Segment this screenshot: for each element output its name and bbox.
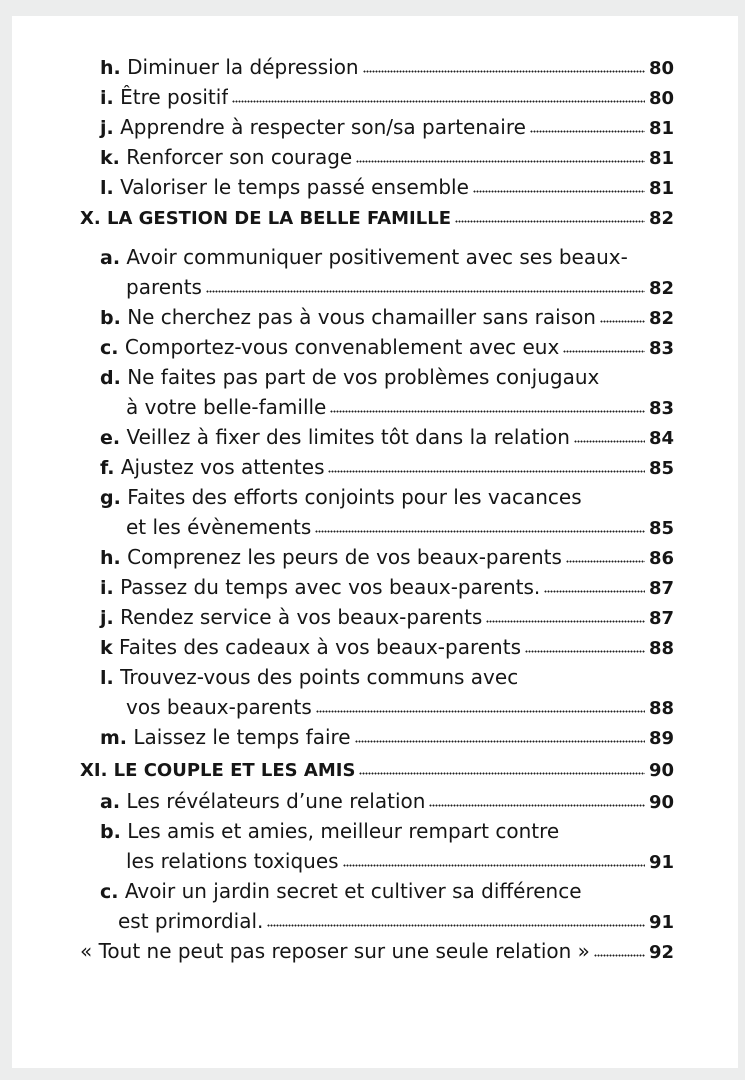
leader-dots [356,154,645,164]
entry-title-continuation: parents [126,275,202,299]
toc-entry-x-j [100,602,674,632]
toc-entry-x-h [100,542,674,572]
page-number: 83 [648,338,674,359]
entry-marker: h. [100,57,121,79]
leader-dots [563,344,645,354]
entry-marker: k. [100,147,120,169]
document-page [12,16,738,1068]
page-number: 88 [648,698,674,719]
leader-dots [544,584,645,594]
entry-title: Passez du temps avec vos beaux-parents. [120,575,541,599]
leader-dots [566,554,645,564]
leader-dots [328,464,644,474]
entry-title-continuation: à votre belle-famille [126,395,327,419]
page-number: 81 [648,148,674,169]
section-heading-x [80,204,674,234]
entry-title: Être positif [120,85,229,109]
leader-dots [600,314,645,324]
page-number: 84 [648,428,674,449]
entry-title: Rendez service à vos beaux-parents [120,605,483,629]
entry-marker: c. [100,337,119,359]
entry-title-continuation: est primordial. [118,909,264,933]
leader-dots [363,64,645,74]
toc-entry-k [100,142,674,172]
section-title: XI. LE COUPLE ET LES AMIS [80,760,356,781]
entry-title: Ne cherchez pas à vous chamailler sans raison [127,305,596,329]
leader-dots [473,184,645,194]
leader-dots [455,214,645,224]
entry-marker: c. [100,881,119,903]
page-number: 80 [648,58,674,79]
toc-entry-j [100,112,674,142]
leader-dots [316,704,645,714]
entry-marker: b. [100,821,121,843]
quote-text: « Tout ne peut pas reposer sur une seule relation » [80,939,590,963]
entry-marker: e. [100,427,121,449]
entry-marker: l. [100,177,114,199]
toc-entry-x-a-cont [126,272,674,302]
page-number: 88 [648,638,674,659]
entry-title: Renforcer son courage [126,145,353,169]
leader-dots [486,614,645,624]
toc-entry-x-c [100,332,674,362]
toc-entry-xi-b [100,816,674,846]
leader-dots [232,94,645,104]
entry-title: Veillez à fixer des limites tôt dans la relation [126,425,570,449]
entry-marker: j. [100,607,114,629]
entry-title: Faites des efforts conjoints pour les vacances [127,485,582,509]
entry-title-continuation: vos beaux-parents [126,695,312,719]
page-number: 91 [648,912,674,933]
entry-marker: f. [100,457,115,479]
toc-entry-x-e [100,422,674,452]
toc-entry-x-d-cont [126,392,674,422]
toc-entry-i [100,82,674,112]
entry-title: Avoir un jardin secret et cultiver sa différence [124,879,582,903]
toc-entry-x-k [100,632,674,662]
leader-dots [429,798,645,808]
page-number: 82 [648,308,674,329]
page-number: 90 [648,760,674,781]
page-number: 82 [648,208,674,229]
leader-dots [530,124,645,134]
page-number: 92 [648,942,674,963]
page-number: 86 [648,548,674,569]
page-number: 91 [648,852,674,873]
entry-title-continuation: les relations toxiques [126,849,339,873]
entry-title: Faites des cadeaux à vos beaux-parents [119,635,521,659]
entry-marker: a. [100,791,121,813]
leader-dots [355,734,645,744]
entry-marker: l. [100,667,114,689]
entry-marker: g. [100,487,121,509]
page-number: 82 [648,278,674,299]
toc-entry-x-d [100,362,674,392]
entry-marker: h. [100,547,121,569]
entry-marker: m. [100,727,128,749]
toc-entry-xi-c-cont [118,906,674,936]
entry-marker: j. [100,117,114,139]
toc-entry-x-g-cont [126,512,674,542]
page-number: 85 [648,518,674,539]
toc-entry-xi-b-cont [126,846,674,876]
page-number: 80 [648,88,674,109]
leader-dots [206,284,645,294]
leader-dots [359,766,645,776]
page-number: 87 [648,608,674,629]
entry-marker: d. [100,367,121,389]
leader-dots [574,434,645,444]
entry-title-continuation: et les évènements [126,515,312,539]
toc-entry-x-a [100,242,674,272]
toc-entry-x-l [100,662,674,692]
toc-entry-x-i [100,572,674,602]
toc-entry-h [100,52,674,82]
entry-title: Valoriser le temps passé ensemble [120,175,469,199]
page-number: 90 [648,792,674,813]
entry-title: Trouvez-vous des points communs avec [120,665,519,689]
toc-entry-x-b [100,302,674,332]
closing-quote-entry [80,936,674,966]
toc-entry-x-m [100,722,674,752]
leader-dots [594,948,645,958]
toc-entry-xi-c [100,876,674,906]
leader-dots [525,644,645,654]
table-of-contents [80,52,674,966]
page-number: 89 [648,728,674,749]
toc-entry-l [100,172,674,202]
leader-dots [267,918,645,928]
page-number: 87 [648,578,674,599]
entry-title: Les amis et amies, meilleur rempart contre [127,819,560,843]
entry-title: Apprendre à respecter son/sa partenaire [120,115,526,139]
entry-marker: i. [100,577,114,599]
entry-title: Comprenez les peurs de vos beaux-parents [127,545,562,569]
leader-dots [343,858,645,868]
page-number: 81 [648,178,674,199]
section-title: X. LA GESTION DE LA BELLE FAMILLE [80,208,451,229]
toc-entry-xi-a [100,786,674,816]
section-heading-xi [80,756,674,786]
entry-title: Avoir communiquer positivement avec ses beaux- [126,245,628,269]
toc-entry-x-g [100,482,674,512]
entry-marker: i. [100,87,114,109]
entry-title: Ajustez vos attentes [120,455,325,479]
toc-entry-x-l-cont [126,692,674,722]
entry-marker: b. [100,307,121,329]
entry-marker: a. [100,247,121,269]
toc-entry-x-f [100,452,674,482]
entry-marker: k [100,637,113,659]
entry-title: Laissez le temps faire [133,725,351,749]
entry-title: Ne faites pas part de vos problèmes conjugaux [127,365,600,389]
page-number: 85 [648,458,674,479]
leader-dots [330,404,645,414]
page-number: 81 [648,118,674,139]
page-number: 83 [648,398,674,419]
entry-title: Comportez-vous convenablement avec eux [124,335,560,359]
entry-title: Les révélateurs d’une relation [126,789,426,813]
leader-dots [315,524,645,534]
entry-title: Diminuer la dépression [127,55,359,79]
